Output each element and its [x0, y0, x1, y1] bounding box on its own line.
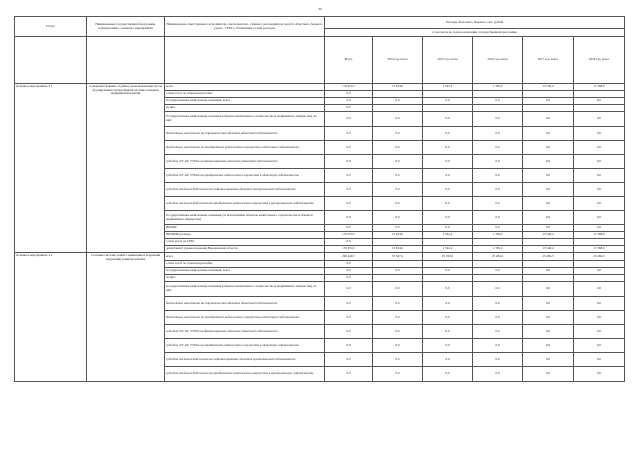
value-total: 176 974,5 — [325, 84, 373, 91]
value-year: 25 550,0 — [423, 253, 473, 261]
value-year: 1 561,4 — [423, 246, 473, 253]
row-label: в том числе по статьям расходов — [165, 91, 325, 98]
value-total: 0,0 — [325, 325, 373, 339]
header-total: Всего — [325, 37, 373, 84]
header-blank — [87, 37, 165, 84]
row-label: бюджетные инвестиции на приобретение недвижимого имущества в областную собственность — [165, 141, 325, 155]
value-year: 0,0 — [423, 297, 473, 311]
row-label: субсидии местным бюджетам на софинансирование объектов муниципальной собственности — [165, 183, 325, 197]
value-year: 0,0 — [423, 311, 473, 325]
value-year — [473, 105, 523, 112]
value-year: 0,0 — [423, 127, 473, 141]
value-year — [473, 275, 523, 282]
value-year: 0,0 — [473, 112, 523, 127]
value-year — [523, 91, 574, 98]
value-year: 0,0 — [473, 311, 523, 325]
value-year: 0,0 — [574, 225, 625, 232]
value-year: 0,0 — [373, 367, 423, 382]
budget-table — [14, 16, 625, 382]
value-year: 17 368,9 — [574, 246, 625, 253]
value-year — [423, 261, 473, 268]
value-year: 13 540,4 — [523, 84, 574, 91]
value-year: 0,0 — [473, 169, 523, 183]
value-year: 0,0 — [473, 339, 523, 353]
row-label: субсидии ОУ, АУ, УУПов на приобретение недвижимого имущества в областную собственность — [165, 339, 325, 353]
value-year: 0,0 — [473, 197, 523, 211]
row-label: Государственные капитальные вложения, всего — [165, 268, 325, 275]
value-year: 0,0 — [423, 339, 473, 353]
row-label: Государственные капитальные вложения (за исключением объектов капитального строительства и объектов недвижимого имущества) — [165, 211, 325, 225]
header-status: Статус — [15, 17, 87, 37]
table-row — [15, 84, 625, 91]
value-year: 17 368,9 — [574, 232, 625, 239]
value-year: 0,0 — [523, 353, 574, 367]
value-year: 0,0 — [523, 127, 574, 141]
value-year: 1 336,0 — [473, 232, 523, 239]
value-year — [473, 261, 523, 268]
value-year: 0,0 — [574, 268, 625, 275]
value-year: 0,0 — [523, 339, 574, 353]
value-year: 0,0 — [423, 225, 473, 232]
value-year — [574, 275, 625, 282]
value-total: 0,0 — [325, 112, 373, 127]
value-year: 0,0 — [373, 353, 423, 367]
header-year: 2015 год, всего — [423, 37, 473, 84]
table-row — [15, 253, 625, 261]
value-year: 13 540,4 — [523, 232, 574, 239]
value-year: 0,0 — [523, 211, 574, 225]
row-label: в том числе по ГРБС — [165, 239, 325, 246]
value-year: 0,0 — [373, 282, 423, 297]
value-year: 13 540,4 — [523, 246, 574, 253]
value-year: 0,0 — [373, 112, 423, 127]
value-year: 1 561,4 — [423, 232, 473, 239]
value-year: 0,0 — [574, 98, 625, 105]
section-name: Совершенствование службы родовспоможения путем формирования трехуровневой системы оказания медицинской помощи — [87, 84, 165, 253]
section-status: Основное мероприятие 4.2 — [15, 253, 87, 382]
value-year: 0,0 — [523, 183, 574, 197]
value-year: 0,0 — [574, 339, 625, 353]
value-year: 1 336,0 — [473, 84, 523, 91]
value-year: 0,0 — [423, 268, 473, 275]
header-year: 2018 год, всего — [574, 37, 625, 84]
value-year: 0,0 — [473, 268, 523, 275]
value-total: 0,0 — [325, 211, 373, 225]
value-year: 0,0 — [523, 169, 574, 183]
value-year: 0,0 — [373, 268, 423, 275]
value-year: 0,0 — [574, 367, 625, 382]
value-year: 0,0 — [523, 112, 574, 127]
value-year: 0,0 — [423, 141, 473, 155]
value-year: 0,0 — [574, 112, 625, 127]
value-year: 1 561,4 — [423, 84, 473, 91]
value-year: 0,0 — [473, 282, 523, 297]
value-total: 0,0 — [325, 268, 373, 275]
row-label: бюджетные инвестиции на строительство объектов областной собственности — [165, 297, 325, 311]
row-label: Государственные капитальные вложения (объекты капитального строительства и недвижимого имущества), из них: — [165, 112, 325, 127]
value-year — [373, 105, 423, 112]
value-year: 17 368,9 — [574, 84, 625, 91]
value-year: 0,0 — [473, 211, 523, 225]
value-year: 0,0 — [373, 155, 423, 169]
section-status: Основное мероприятие 4.1 — [15, 84, 87, 253]
value-year — [423, 239, 473, 246]
header-year: 2014 год, всего — [373, 37, 423, 84]
value-year — [423, 275, 473, 282]
value-year: 0,0 — [473, 353, 523, 367]
value-year — [574, 239, 625, 246]
value-year: 0,0 — [523, 155, 574, 169]
row-label: из них: — [165, 275, 325, 282]
value-year: 0,0 — [523, 282, 574, 297]
value-year: 0,0 — [523, 311, 574, 325]
value-year: 0,0 — [373, 169, 423, 183]
header-blank — [165, 37, 325, 84]
value-year: 0,0 — [574, 155, 625, 169]
value-year: 0,0 — [423, 183, 473, 197]
value-year: 0,0 — [373, 183, 423, 197]
value-year: 0,0 — [423, 112, 473, 127]
value-year: 1 336,0 — [473, 246, 523, 253]
value-year: 0,0 — [373, 325, 423, 339]
value-total: 0,0 — [325, 282, 373, 297]
value-total: 0,0 — [325, 297, 373, 311]
value-year: 0,0 — [373, 197, 423, 211]
row-label: из них: — [165, 105, 325, 112]
value-year: 0,0 — [574, 311, 625, 325]
value-year: 0,0 — [574, 169, 625, 183]
value-year: 0,0 — [423, 211, 473, 225]
row-label: департамент здравоохранения Воронежской области — [165, 246, 325, 253]
value-year: 0,0 — [423, 282, 473, 297]
value-year — [574, 261, 625, 268]
row-label: Государственные капитальные вложения, всего — [165, 98, 325, 105]
value-total: 0,0 — [325, 311, 373, 325]
value-total: 0,0 — [325, 239, 373, 246]
value-year — [373, 91, 423, 98]
value-year — [574, 91, 625, 98]
row-label: бюджетные инвестиции на строительство объектов областной собственности — [165, 127, 325, 141]
value-year: 0,0 — [423, 98, 473, 105]
value-year — [473, 91, 523, 98]
table-header — [15, 17, 625, 84]
value-year: 0,0 — [523, 141, 574, 155]
value-year: 0,0 — [574, 297, 625, 311]
header-responsible: Наименование ответственного исполнителя, соисполнителя - главного распорядителя средств областного бюджета (далее - ГРБС), обозначение статей расходов — [165, 17, 325, 37]
value-year: 13 654,0 — [373, 232, 423, 239]
header-program-name: Наименование государственной программы, подпрограммы, основного мероприятия — [87, 17, 165, 37]
value-total: 0,0 — [325, 339, 373, 353]
value-year: 0,0 — [574, 183, 625, 197]
row-label: субсидии местным бюджетам на приобретение недвижимого имущества в муниципальную собственность — [165, 367, 325, 382]
value-year: 0,0 — [423, 367, 473, 382]
value-year — [373, 275, 423, 282]
value-year: 0,0 — [574, 325, 625, 339]
value-year — [523, 261, 574, 268]
value-year: 0,0 — [423, 353, 473, 367]
value-year — [523, 239, 574, 246]
row-label: субсидии местным бюджетам на приобретение недвижимого имущества в муниципальную собственность — [165, 197, 325, 211]
value-total: 0,0 — [325, 169, 373, 183]
value-year: 0,0 — [423, 169, 473, 183]
header-year: 2017 год, всего — [523, 37, 574, 84]
value-year: 0,0 — [574, 353, 625, 367]
value-year: 0,0 — [373, 211, 423, 225]
value-year: 0,0 — [373, 98, 423, 105]
value-year: 0,0 — [473, 183, 523, 197]
value-year: 13 654,0 — [373, 84, 423, 91]
value-year: 0,0 — [574, 211, 625, 225]
table-body — [15, 84, 625, 382]
row-label: НИОКР — [165, 225, 325, 232]
row-label: субсидии ОУ, АУ, УУПов на приобретение недвижимого имущества в областную собственность — [165, 169, 325, 183]
value-year: 0,0 — [473, 367, 523, 382]
value-year: 0,0 — [523, 98, 574, 105]
value-year: 0,0 — [423, 155, 473, 169]
value-year: 0,0 — [373, 141, 423, 155]
value-total: 176 974,5 — [325, 246, 373, 253]
value-total: 0,0 — [325, 98, 373, 105]
row-label: субсидии ОУ, АУ, УУПов на финансирование объектов областной собственности — [165, 155, 325, 169]
value-total: 0,0 — [325, 105, 373, 112]
value-total: 0,0 — [325, 197, 373, 211]
value-year: 0,0 — [574, 141, 625, 155]
row-label: субсидии местным бюджетам на софинансирование объектов муниципальной собственности — [165, 353, 325, 367]
value-total: 0,0 — [325, 225, 373, 232]
value-year: 0,0 — [574, 127, 625, 141]
section-name: Создание системы раннего выявления и коррекции нарушений развития ребенка — [87, 253, 165, 382]
value-year: 0,0 — [574, 197, 625, 211]
row-label: всего — [165, 84, 325, 91]
row-label: ПРОЧИЕ расходы — [165, 232, 325, 239]
value-year — [373, 261, 423, 268]
page-number: 36 — [318, 7, 322, 11]
value-year: 0,0 — [473, 141, 523, 155]
value-year: 0,0 — [574, 282, 625, 297]
header-expenses: Расходы областного бюджета, тыс. рублей — [325, 17, 625, 29]
value-year: 0,0 — [523, 297, 574, 311]
value-year — [423, 91, 473, 98]
value-year: 0,0 — [473, 225, 523, 232]
row-label: в том числе по статьям расходов — [165, 261, 325, 268]
row-label: всего — [165, 253, 325, 261]
value-year: 0,0 — [373, 311, 423, 325]
value-year: 0,0 — [473, 325, 523, 339]
value-year: 25 284,5 — [473, 253, 523, 261]
value-total: 0,0 — [325, 155, 373, 169]
value-year: 13 654,0 — [373, 246, 423, 253]
value-year: 0,0 — [423, 197, 473, 211]
value-year: 0,0 — [523, 268, 574, 275]
value-total: 0,0 — [325, 183, 373, 197]
value-year: 0,0 — [473, 155, 523, 169]
value-year: 0,0 — [473, 98, 523, 105]
value-year — [473, 239, 523, 246]
value-total: 0,0 — [325, 275, 373, 282]
value-year: 0,0 — [373, 339, 423, 353]
header-blank — [15, 37, 87, 84]
value-total: 290 449,7 — [325, 253, 373, 261]
value-year: 0,0 — [523, 325, 574, 339]
value-year: 0,0 — [373, 127, 423, 141]
value-total: 0,0 — [325, 367, 373, 382]
value-year — [423, 105, 473, 112]
header-year: 2016 год, всего — [473, 37, 523, 84]
row-label: Государственные капитальные вложения (объекты капитального строительства и недвижимого имущества), из них: — [165, 282, 325, 297]
value-year: 0,0 — [523, 367, 574, 382]
value-total: 0,0 — [325, 141, 373, 155]
header-by-year: в том числе по годам реализации государственной программы — [325, 29, 625, 37]
value-year: 23 284,5 — [574, 253, 625, 261]
value-year — [574, 105, 625, 112]
value-year — [523, 105, 574, 112]
value-year: 0,0 — [373, 225, 423, 232]
value-year — [523, 275, 574, 282]
value-year: 0,0 — [523, 225, 574, 232]
value-year: 0,0 — [523, 197, 574, 211]
value-total: 176 974,5 — [325, 232, 373, 239]
value-year: 0,0 — [473, 127, 523, 141]
value-total: 0,0 — [325, 353, 373, 367]
value-total: 0,0 — [325, 127, 373, 141]
row-label: субсидии ОУ, АУ, УУПов на финансирование объектов областной собственности — [165, 325, 325, 339]
value-total: 0,0 — [325, 91, 373, 98]
value-year — [373, 239, 423, 246]
value-year: 37 597,2 — [373, 253, 423, 261]
value-year: 23 284,5 — [523, 253, 574, 261]
value-year: 0,0 — [373, 297, 423, 311]
row-label: бюджетные инвестиции на приобретение недвижимого имущества в областную собственность — [165, 311, 325, 325]
value-year: 0,0 — [473, 297, 523, 311]
value-year: 0,0 — [423, 325, 473, 339]
value-total: 0,0 — [325, 261, 373, 268]
